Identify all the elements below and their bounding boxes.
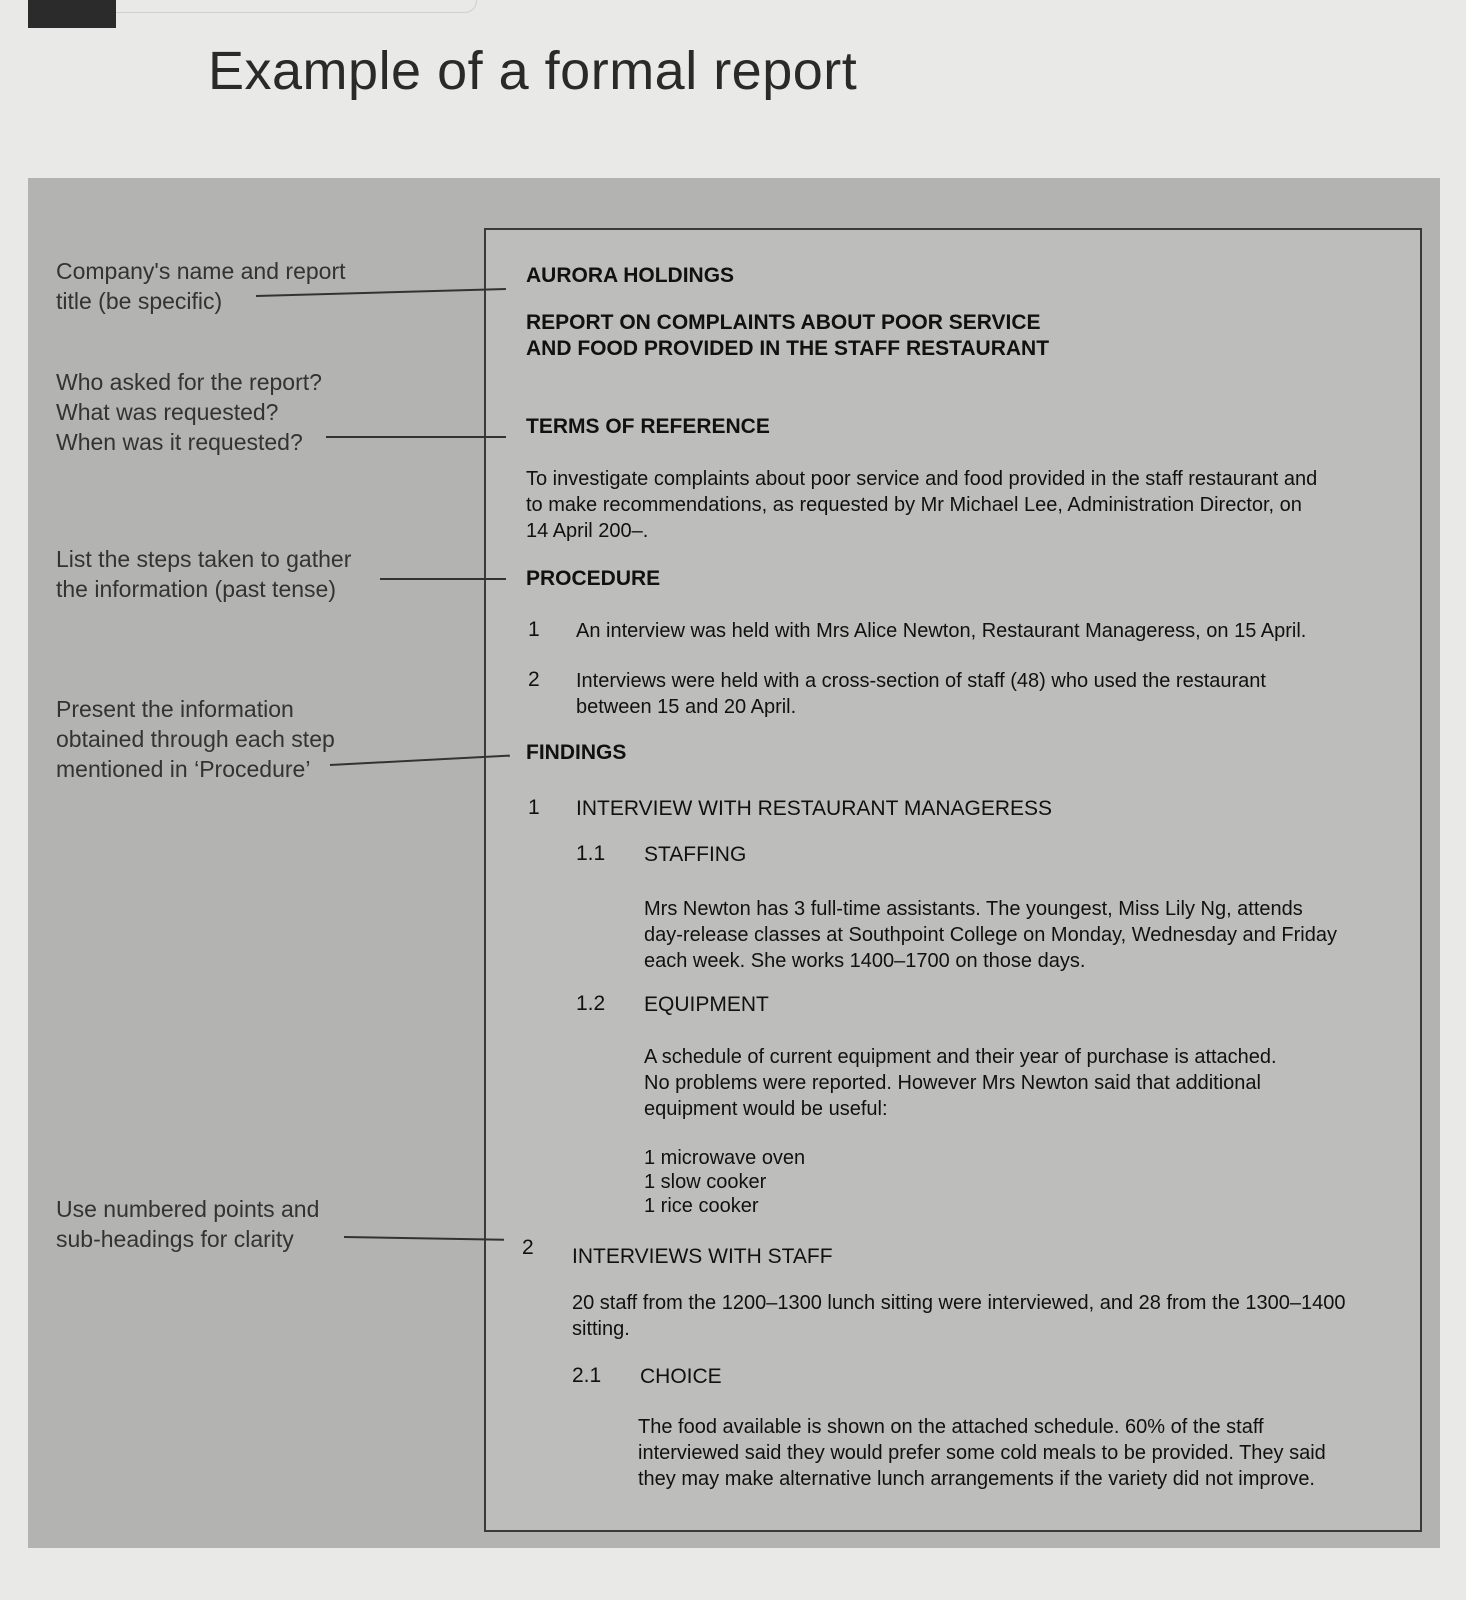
text-line: 20 staff from the 1200–1300 lunch sitting were interviewed, and 28 from the 1300–1400 xyxy=(572,1292,1346,1314)
subsection-number: 2.1 xyxy=(572,1364,602,1387)
text-line: equipment would be useful: xyxy=(644,1098,888,1120)
annotation-line: List the steps taken to gather xyxy=(56,546,352,572)
leader-line-terms xyxy=(326,436,506,438)
text-line: The food available is shown on the attached schedule. 60% of the staff xyxy=(638,1416,1264,1438)
section-number: 2 xyxy=(522,1236,534,1259)
section-heading-staff: INTERVIEWS WITH STAFF xyxy=(572,1245,833,1268)
annotation-line: Use numbered points and xyxy=(56,1196,320,1222)
annotation-line: Present the information xyxy=(56,696,294,722)
leader-line-procedure xyxy=(380,578,506,580)
text-line: No problems were reported. However Mrs Newton said that additional xyxy=(644,1072,1261,1094)
procedure-item-1 xyxy=(576,618,1306,644)
annotation-line: What was requested? xyxy=(56,399,279,425)
text-line: To investigate complaints about poor service and food provided in the staff restaurant and xyxy=(526,468,1318,490)
annotation-line: title (be specific) xyxy=(56,288,223,314)
text-line: An interview was held with Mrs Alice Newton, Restaurant Manageress, on 15 April. xyxy=(576,620,1307,642)
annotation-procedure xyxy=(56,544,351,604)
choice-text xyxy=(638,1414,1326,1492)
list-item: 1 slow cooker xyxy=(644,1171,767,1193)
text-line: they may make alternative lunch arrangements if the variety did not improve. xyxy=(638,1468,1315,1490)
annotation-line: Company's name and report xyxy=(56,258,346,284)
company-name: AURORA HOLDINGS xyxy=(526,264,735,287)
text-line: each week. She works 1400–1700 on those days. xyxy=(644,950,1086,972)
list-item: 1 microwave oven xyxy=(644,1147,806,1169)
procedure-item-number: 1 xyxy=(528,618,540,641)
text-line: between 15 and 20 April. xyxy=(576,696,797,718)
section-heading-manageress: INTERVIEW WITH RESTAURANT MANAGERESS xyxy=(576,797,1053,820)
report-title-line: AND FOOD PROVIDED IN THE STAFF RESTAURANT xyxy=(526,337,1050,360)
findings-heading: FINDINGS xyxy=(526,741,627,764)
subsection-number: 1.1 xyxy=(576,842,606,865)
text-line: Interviews were held with a cross-section of staff (48) who used the restaurant xyxy=(576,670,1266,692)
equipment-list xyxy=(644,1146,805,1218)
text-line: sitting. xyxy=(572,1318,630,1340)
procedure-item-2 xyxy=(576,668,1266,720)
terms-text xyxy=(526,466,1317,544)
subsection-heading-staffing: STAFFING xyxy=(644,843,747,866)
annotation-company xyxy=(56,256,346,316)
annotation-terms xyxy=(56,367,322,457)
annotation-findings xyxy=(56,694,335,784)
subsection-heading-equipment: EQUIPMENT xyxy=(644,993,769,1016)
equipment-text xyxy=(644,1044,1277,1122)
text-line: Mrs Newton has 3 full-time assistants. The youngest, Miss Lily Ng, attends xyxy=(644,898,1303,920)
staff-interviews-text xyxy=(572,1290,1345,1342)
report-title-line: REPORT ON COMPLAINTS ABOUT POOR SERVICE xyxy=(526,311,1041,334)
annotation-line: sub-headings for clarity xyxy=(56,1226,294,1252)
list-item: 1 rice cooker xyxy=(644,1195,759,1217)
annotation-line: the information (past tense) xyxy=(56,576,336,602)
report-title xyxy=(526,310,1049,362)
annotation-line: mentioned in ‘Procedure’ xyxy=(56,756,311,782)
annotation-line: Who asked for the report? xyxy=(56,369,322,395)
text-line: A schedule of current equipment and their year of purchase is attached. xyxy=(644,1046,1277,1068)
annotation-numbered xyxy=(56,1194,319,1254)
header-rule xyxy=(116,0,477,13)
text-line: day-release classes at Southpoint College on Monday, Wednesday and Friday xyxy=(644,924,1337,946)
annotation-line: obtained through each step xyxy=(56,726,335,752)
annotation-line: When was it requested? xyxy=(56,429,303,455)
text-line: interviewed said they would prefer some cold meals to be provided. They said xyxy=(638,1442,1326,1464)
procedure-item-number: 2 xyxy=(528,668,540,691)
page-title: Example of a formal report xyxy=(208,41,858,101)
section-number: 1 xyxy=(528,796,540,819)
terms-heading: TERMS OF REFERENCE xyxy=(526,415,770,438)
subsection-number: 1.2 xyxy=(576,992,606,1015)
text-line: 14 April 200–. xyxy=(526,520,649,542)
subsection-heading-choice: CHOICE xyxy=(640,1365,722,1388)
page-number-block xyxy=(28,0,116,28)
procedure-heading: PROCEDURE xyxy=(526,567,661,590)
staffing-text xyxy=(644,896,1337,974)
text-line: to make recommendations, as requested by Mr Michael Lee, Administration Director, on xyxy=(526,494,1302,516)
